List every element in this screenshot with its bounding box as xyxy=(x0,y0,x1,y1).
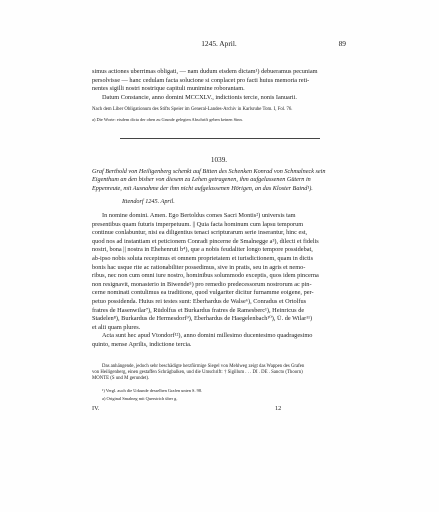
text-line: ribus, nec non cum omni iure nostro, hominibus solummodo exceptis, quos idem pincerna xyxy=(92,272,319,280)
text-line: non resignavit, monasterio in Biwende⁵) pro remedio predecessorum nostrorum ac pin- xyxy=(92,280,312,288)
dating-line: Datum Constancie, anno domini MCCXLV., indictionis tercie, nonis Ianuarii. xyxy=(102,93,298,101)
running-title: 1245. April. xyxy=(201,39,237,48)
text-line: et alii quam plures. xyxy=(92,323,141,331)
seal-note-line: von Heiligenberg, einen gestaffen Schrägbalken, und die Umschrift: † Sigillum . . . DI . DE . Sancto (Thoorn) xyxy=(92,370,303,375)
text-line: petuo possidenda. Huius rei testes sunt: Eberhardus de Walse⁶), Conradus et Ortolfus xyxy=(92,297,307,305)
text-line: presentibus quam futuris imperpetuum. || Quia facta hominum cum lapsu temporum xyxy=(92,220,304,228)
text-line: persolvisse — hanc cedulam facta solucione si conplacet pro facti huius memoria reti- xyxy=(92,76,310,84)
charter-text xyxy=(92,212,346,350)
dateline: Ittendorf 1245. April. xyxy=(122,198,175,205)
page-marker: 12 xyxy=(275,405,282,412)
text-line: ab-ipso nobis soluta recepimus et omnem proprietatem et iurisdictionem, quam in dictis xyxy=(92,254,314,262)
text-line: Acta sunt hec apud Vtondorf¹²), anno domini millesimo ducentesimo quadragesimo xyxy=(102,332,313,340)
regest-line: Eppenreute, mit Ausnahme der ihm nicht aufgelassenen Hörigen, an das Kloster Baind¹). xyxy=(92,184,313,192)
text-line: fratres de Hasenwilar⁷), Rūdolfus et Burkardus fratres de Ramesberc¹), Heinricus de xyxy=(92,306,305,314)
text-line: nostri, bona || nostra in Ehehenruti b⁴), que a nobis feudaliter longo tempore possidebat, xyxy=(92,246,313,254)
regest-line: Eigenthum an den bisher von diesem zu Lehen getragenen, ihm aufgelassenen Gütern in xyxy=(92,176,311,184)
page-header xyxy=(92,39,346,51)
text-line: quinto, mense Aprilis, indictione tercia. xyxy=(92,340,192,348)
text-line: simus actiones uberrimas obligati, — nam dudum eisdem dictam¹) debueramus pecuniam xyxy=(92,68,318,75)
text-line: continue conlabuntur, nisi ea diligentius tenaci scripturarum serie inserantur, hinc est, xyxy=(92,229,308,237)
text-line: nentes sigilli nostri nostrique capituli munimine roborantam. xyxy=(92,85,245,93)
prev-footnote: a) Die Worte: eisdem dicta der oben zu Grunde gelegten Abschrift geben keinen Sinn. xyxy=(92,117,243,122)
footnote: a) Original Smalneg mit Querstrich über g. xyxy=(102,396,178,402)
text-line: bonis hac usque rite ac rationabiliter possedimus, sive in pratis, seu in agris et nemo- xyxy=(92,263,306,271)
text-line: Stadelen⁸), Burkardus de Hermesdorf⁹), Eberhardus de Haegelenbach¹⁰), Ū. de Wilar¹¹) xyxy=(92,315,313,323)
signature-line xyxy=(92,405,346,412)
signature-mark: IV. xyxy=(92,405,100,412)
text-line: In nomine domini. Amen. Ego Bertoldus comes Sacri Montis²) universis tam xyxy=(102,212,296,219)
prev-source-note: Nach dem Liber Obligationum des Stifts Speier im General-Landes-Archiv in Karlsruhe Tom. I, Fol. 76. xyxy=(92,107,293,112)
text-line: cerne nominati contulimus ea traditione, quod vulgariter dicitur furnamme eoigene, per- xyxy=(92,289,314,297)
seal-note-line: MONTE (S und M gerundet). xyxy=(92,376,150,381)
text-line: quod nos ad instantiam et peticionem Conradi pincerne de Smalnegge a³), dilecti et fidelis xyxy=(92,237,319,245)
regest xyxy=(92,168,346,193)
footnotes xyxy=(92,388,346,402)
footnote: ¹) Vergl. auch die Urkunde desselben Grafen unten S. 98. xyxy=(102,388,203,393)
prev-document-text xyxy=(92,68,346,102)
document-number: 1039. xyxy=(210,156,228,164)
page-number: 89 xyxy=(338,39,346,48)
seal-note xyxy=(92,364,346,382)
section-divider xyxy=(120,138,320,139)
regest-line: Graf Berthold von Heiligenberg schenkt auf Bitten des Schenken Konrad von Schmalneck sein xyxy=(92,168,326,175)
seal-note-line: Das anhängende, jedoch sehr beschädigte herzförmige Siegel von Mehlweg zeigt das Wappen des Grafen xyxy=(102,364,305,369)
